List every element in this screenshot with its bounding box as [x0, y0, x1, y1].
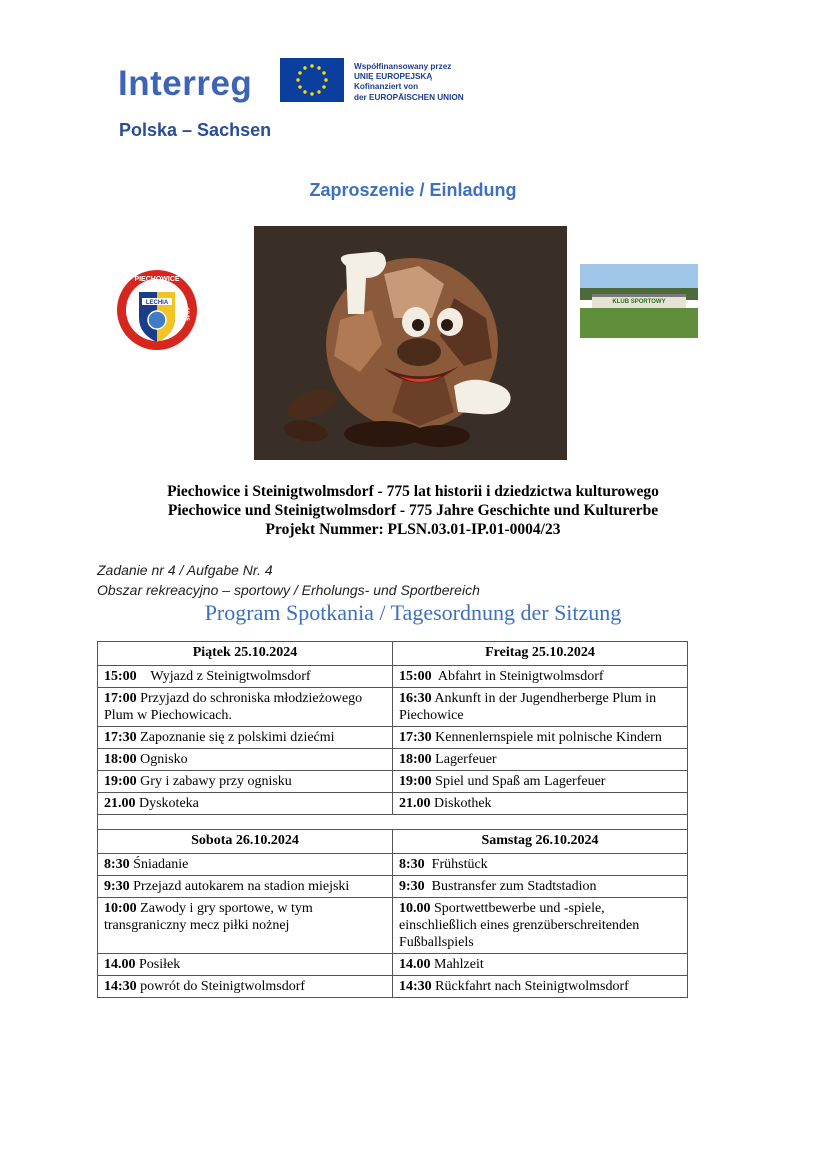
club-sign-text: KLUB SPORTOWY: [612, 299, 666, 305]
table-header-row: [98, 830, 688, 854]
emblem-lechia-text: LECHIA: [145, 300, 169, 306]
eu-cofinancing-text: [354, 62, 464, 103]
schedule-activity: Zawody i gry sportowe, w tym transgraniczny mecz piłki nożnej: [104, 901, 317, 933]
day-header-pl: Sobota 26.10.2024: [98, 830, 393, 854]
schedule-cell-de: [393, 793, 688, 815]
schedule-activity: Bustransfer zum Stadtstadion: [424, 879, 597, 894]
eu-flag-icon: [280, 58, 344, 102]
schedule-time: 14:30: [399, 979, 432, 994]
table-row: [98, 854, 688, 876]
schedule-time: 17:00: [104, 691, 137, 706]
schedule-cell-pl: [98, 854, 393, 876]
schedule-activity: Ognisko: [136, 752, 188, 767]
eu-text-line: Kofinanziert von: [354, 82, 419, 92]
emblem-town-text: PIECHOWICE: [134, 276, 180, 283]
schedule-cell-de: [393, 688, 688, 727]
schedule-table: [97, 641, 688, 998]
schedule-cell-de: [393, 771, 688, 793]
schedule-activity: Lagerfeuer: [431, 752, 497, 767]
schedule-activity: Sportwettbewerbe und -spiele, einschließlich eines grenzüberschreitenden Fußballspiels: [399, 901, 643, 950]
schedule-time: 18:00: [104, 752, 137, 767]
table-row: [98, 976, 688, 998]
schedule-activity: Przyjazd do schroniska młodzieżowego Plum w Piechowicach.: [104, 691, 366, 723]
schedule-activity: Posiłek: [135, 957, 181, 972]
schedule-time: 8:30: [399, 857, 425, 872]
day2-rows: [98, 854, 688, 998]
table-spacer-row: [98, 815, 688, 830]
schedule-cell-de: [393, 727, 688, 749]
schedule-time: 14.00: [104, 957, 136, 972]
sports-club-image: [580, 264, 698, 338]
schedule-time: 16:30: [399, 691, 432, 706]
schedule-cell-pl: [98, 793, 393, 815]
interreg-logo: Interreg: [118, 64, 253, 103]
table-row: [98, 666, 688, 688]
project-title-de: Piechowice und Steinigtwolmsdorf - 775 Jahre Geschichte und Kulturerbe: [167, 502, 659, 519]
schedule-time: 14:30: [104, 979, 137, 994]
schedule-activity: Zapoznanie się z polskimi dziećmi: [136, 730, 335, 745]
schedule-cell-de: [393, 854, 688, 876]
schedule-activity: powrót do Steinigtwolmsdorf: [136, 979, 306, 994]
table-row: [98, 876, 688, 898]
schedule-cell-pl: [98, 771, 393, 793]
schedule-cell-pl: [98, 976, 393, 998]
schedule-cell-de: [393, 954, 688, 976]
emblem-year-text: 1945: [183, 307, 189, 321]
schedule-activity: Kennenlernspiele mit polnische Kindern: [431, 730, 662, 745]
project-title-pl: Piechowice i Steinigtwolmsdorf - 775 lat historii i dziedzictwa kulturowego: [167, 483, 659, 500]
schedule-activity: Frühstück: [424, 857, 488, 872]
spacer-cell: [98, 815, 688, 830]
eu-text-line: der EUROPÄISCHEN UNION: [354, 92, 464, 102]
schedule-time: 19:00: [399, 774, 432, 789]
schedule-activity: Dyskoteka: [135, 796, 199, 811]
program-title: Program Spotkania / Tagesordnung der Sitzung: [204, 600, 622, 625]
schedule-time: 21.00: [104, 796, 136, 811]
schedule-time: 19:00: [104, 774, 137, 789]
schedule-time: 17:30: [399, 730, 432, 745]
schedule-time: 9:30: [399, 879, 425, 894]
project-number: Projekt Nummer: PLSN.03.01-IP.01-0004/23: [265, 521, 561, 538]
schedule-cell-pl: [98, 876, 393, 898]
table-row: [98, 771, 688, 793]
table-row: [98, 898, 688, 954]
day1-rows: [98, 666, 688, 815]
table-row: [98, 793, 688, 815]
task-description: [97, 560, 480, 600]
task-number: Zadanie nr 4 / Aufgabe Nr. 4: [97, 562, 273, 578]
schedule-activity: Gry i zabawy przy ognisku: [136, 774, 292, 789]
schedule-cell-de: [393, 976, 688, 998]
page-title: Zaproszenie / Einladung: [309, 180, 517, 200]
schedule-activity: Ankunft in der Jugendherberge Plum in Piechowice: [399, 691, 660, 723]
table-header-row: [98, 642, 688, 666]
schedule-cell-de: [393, 876, 688, 898]
schedule-time: 10:00: [104, 901, 137, 916]
schedule-time: 9:30: [104, 879, 130, 894]
schedule-time: 10.00: [399, 901, 431, 916]
schedule-time: 18:00: [399, 752, 432, 767]
day-header-pl: Piątek 25.10.2024: [98, 642, 393, 666]
schedule-activity: Abfahrt in Steinigtwolmsdorf: [431, 669, 604, 684]
chocolate-football-image: [254, 226, 567, 460]
schedule-time: 15:00: [399, 669, 432, 684]
schedule-activity: Rückfahrt nach Steinigtwolmsdorf: [431, 979, 629, 994]
interreg-region-label: Polska – Sachsen: [119, 120, 272, 140]
schedule-activity: Diskothek: [430, 796, 492, 811]
day-header-de: Samstag 26.10.2024: [393, 830, 688, 854]
schedule-time: 21.00: [399, 796, 431, 811]
schedule-cell-pl: [98, 727, 393, 749]
schedule-activity: Mahlzeit: [430, 957, 484, 972]
day-header-de: Freitag 25.10.2024: [393, 642, 688, 666]
schedule-cell-pl: [98, 688, 393, 727]
table-row: [98, 688, 688, 727]
schedule-cell-pl: [98, 954, 393, 976]
schedule-activity: Wyjazd z Steinigtwolmsdorf: [136, 669, 311, 684]
table-row: [98, 954, 688, 976]
schedule-cell-pl: [98, 749, 393, 771]
eu-text-line: UNIĘ EUROPEJSKĄ: [354, 72, 433, 82]
eu-text-line: Współfinansowany przez: [354, 62, 452, 71]
table-row: [98, 727, 688, 749]
schedule-cell-pl: [98, 666, 393, 688]
schedule-cell-de: [393, 666, 688, 688]
schedule-activity: Spiel und Spaß am Lagerfeuer: [431, 774, 606, 789]
project-description: [0, 482, 826, 539]
schedule-cell-pl: [98, 898, 393, 954]
schedule-time: 15:00: [104, 669, 137, 684]
schedule-time: 8:30: [104, 857, 130, 872]
schedule-time: 17:30: [104, 730, 137, 745]
table-row: [98, 749, 688, 771]
task-area: Obszar rekreacyjno – sportowy / Erholungs- und Sportbereich: [97, 582, 480, 598]
club-emblem-image: [115, 268, 199, 352]
schedule-activity: Przejazd autokarem na stadion miejski: [129, 879, 350, 894]
schedule-cell-de: [393, 749, 688, 771]
schedule-cell-de: [393, 898, 688, 954]
schedule-activity: Śniadanie: [129, 857, 189, 872]
schedule-time: 14.00: [399, 957, 431, 972]
